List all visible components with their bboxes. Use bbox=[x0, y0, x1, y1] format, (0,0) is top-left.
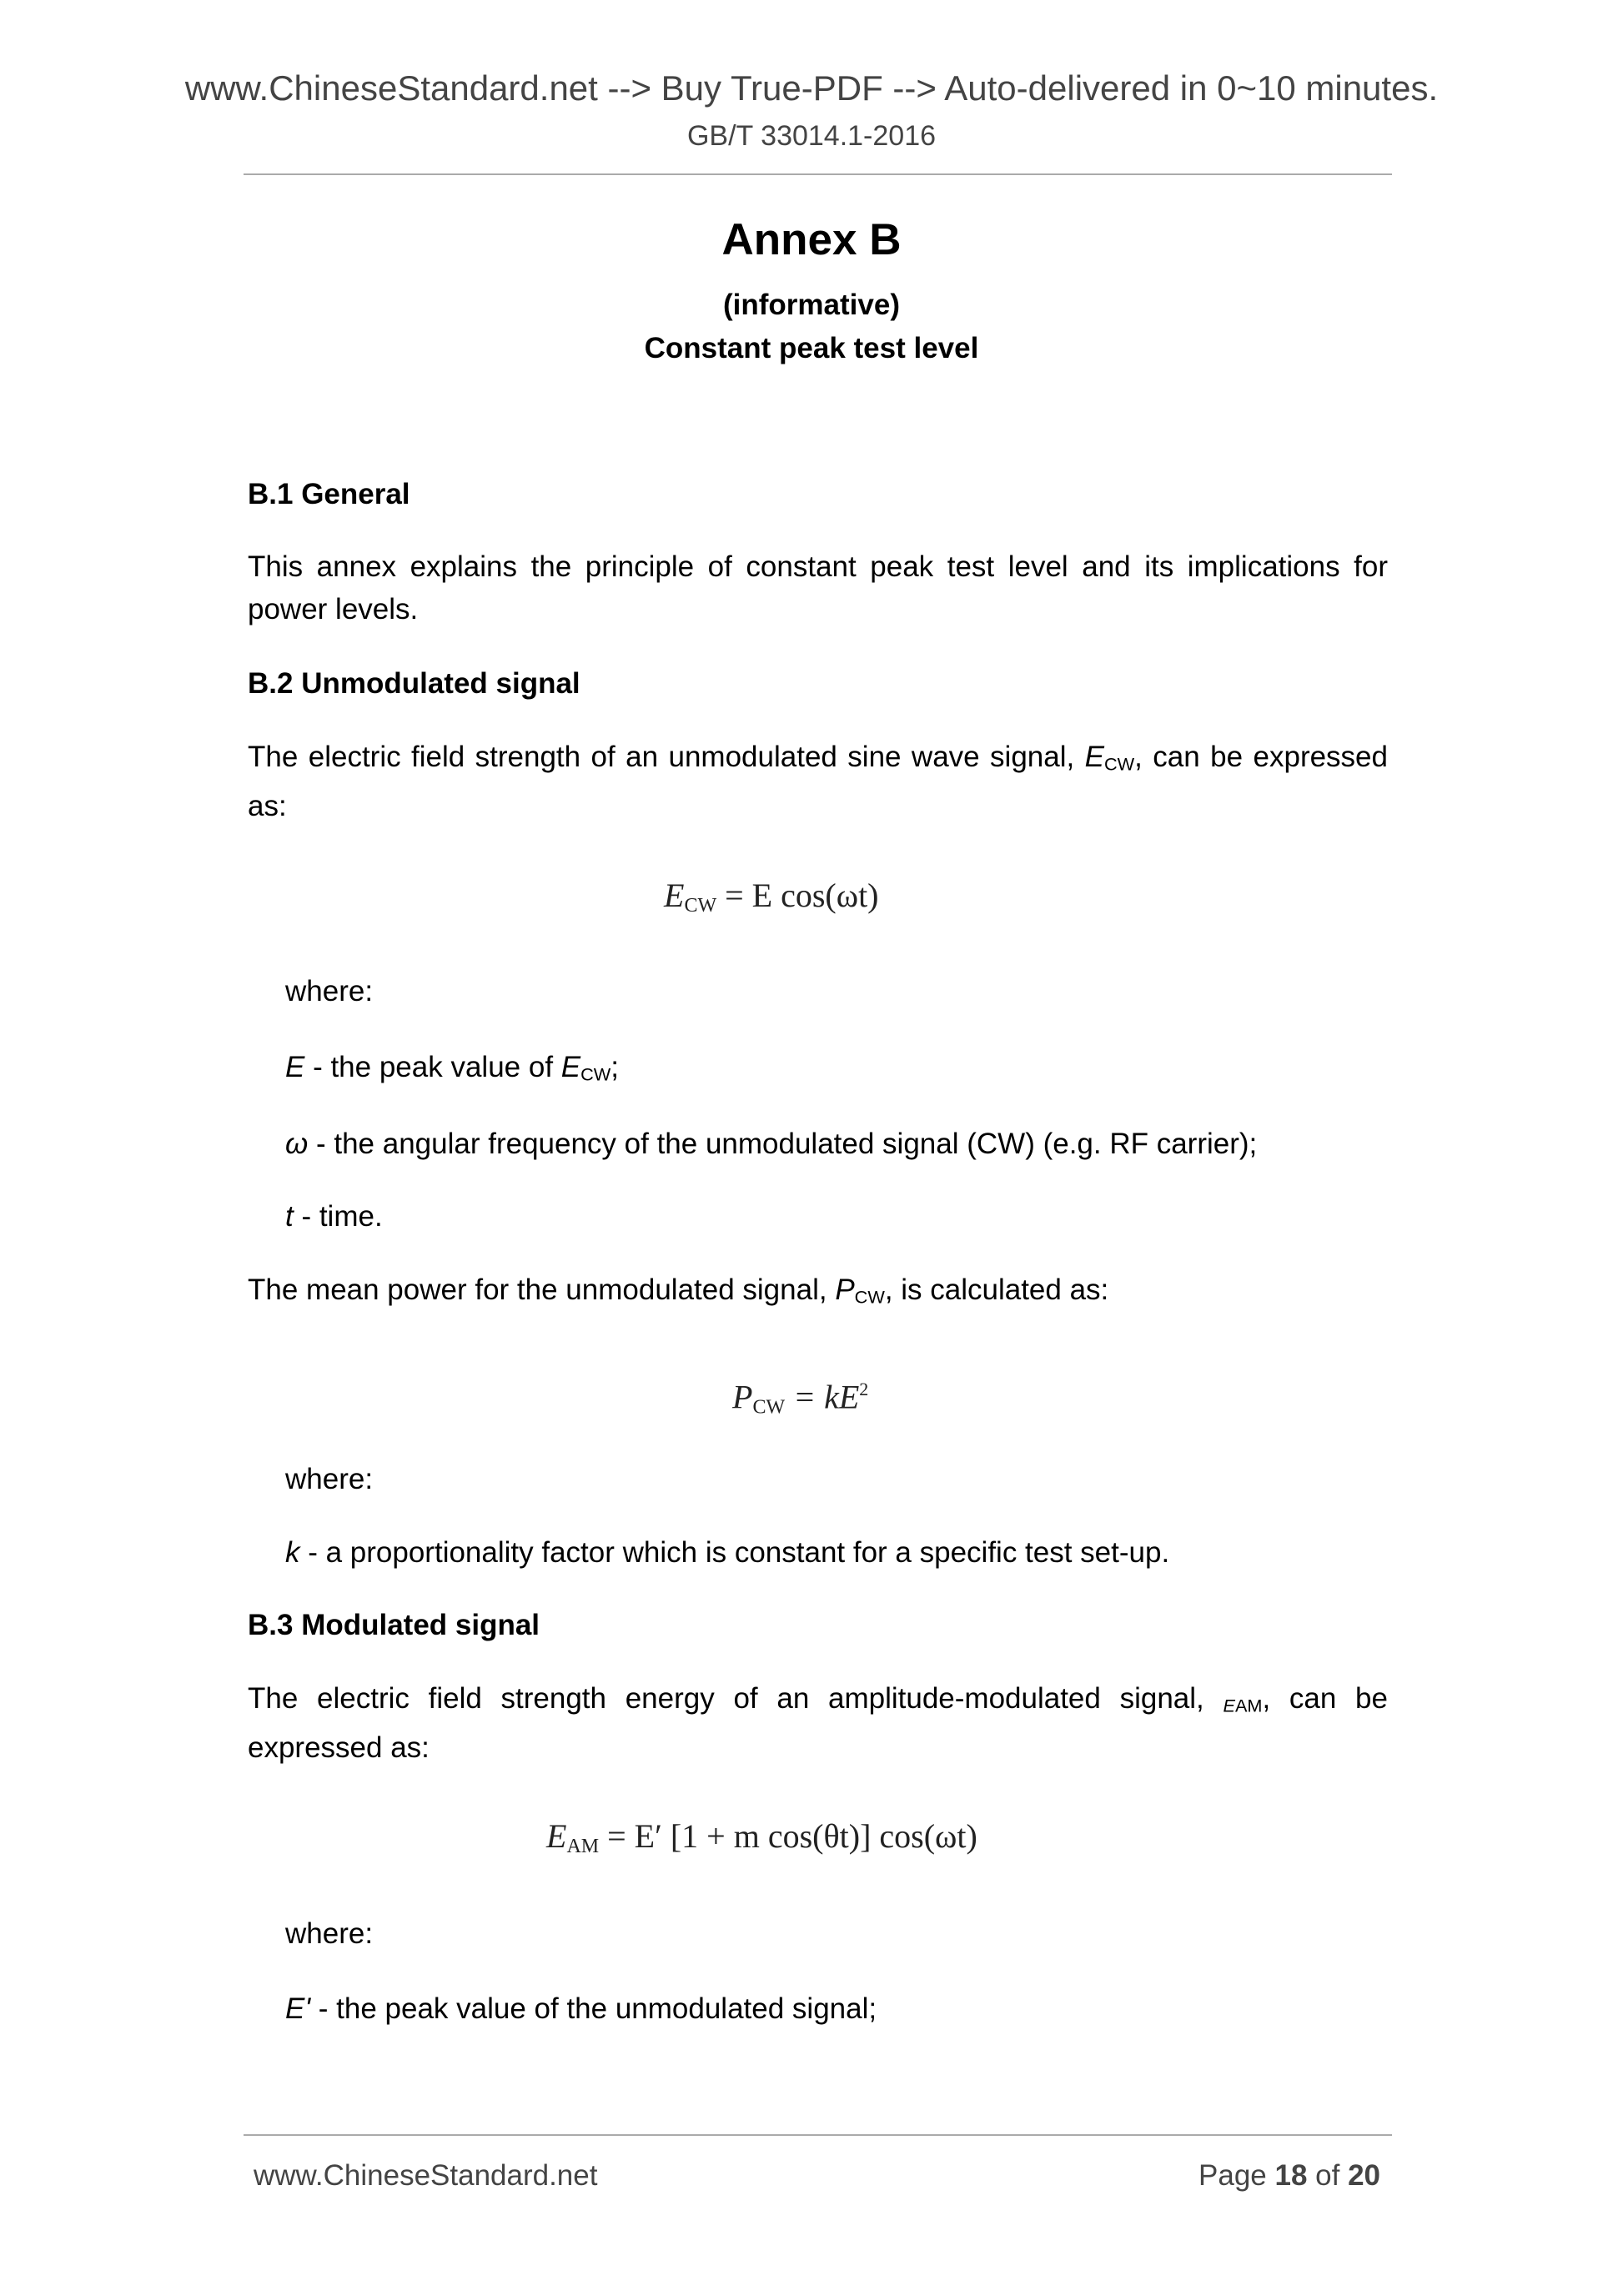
formula-lhs: E bbox=[546, 1817, 567, 1855]
where-label: where: bbox=[285, 1463, 374, 1495]
header-banner: www.ChineseStandard.net --> Buy True-PDF --> Auto-delivered in 0~10 minutes. bbox=[184, 68, 1439, 108]
definition-t bbox=[285, 1196, 383, 1238]
formula-lhs: P bbox=[732, 1378, 753, 1416]
paragraph-mean-power bbox=[248, 1269, 1108, 1311]
symbol: k bbox=[285, 1536, 300, 1569]
symbol: E bbox=[1084, 741, 1105, 773]
definition-e bbox=[285, 1047, 619, 1088]
footer-divider bbox=[244, 2134, 1392, 2136]
header-divider bbox=[244, 173, 1392, 175]
formula-subscript: CW bbox=[752, 1396, 786, 1419]
footer-link[interactable]: www.ChineseStandard.net bbox=[254, 2159, 598, 2192]
annex-type: (informative) bbox=[723, 289, 900, 321]
text: - the angular frequency of the unmodulated signal (CW) (e.g. RF carrier); bbox=[308, 1128, 1258, 1160]
text: ; bbox=[611, 1051, 620, 1083]
symbol: E bbox=[1223, 1695, 1235, 1716]
symbol: P bbox=[835, 1274, 855, 1306]
formula-subscript: AM bbox=[566, 1836, 600, 1857]
page-number: 18 bbox=[1274, 2159, 1308, 2192]
where-label: where: bbox=[285, 975, 374, 1007]
text: - time. bbox=[293, 1200, 383, 1233]
subscript: CW bbox=[580, 1063, 611, 1085]
definition-k bbox=[285, 1532, 1169, 1574]
text: - the peak value of bbox=[304, 1051, 561, 1083]
paragraph-b1: This annex explains the principle of constant peak test level and its implications for power levels. bbox=[248, 550, 1388, 625]
section-heading-b1: B.1 General bbox=[248, 478, 410, 510]
subscript: CW bbox=[1104, 753, 1135, 775]
definition-e-prime bbox=[285, 1988, 877, 2030]
formula-rhs: = E cos(ωt) bbox=[725, 877, 879, 914]
symbol: t bbox=[285, 1200, 294, 1233]
symbol: E' bbox=[285, 1992, 311, 2025]
formula-superscript: 2 bbox=[859, 1379, 869, 1399]
footer-link-wrap bbox=[254, 2155, 597, 2197]
text: , is calculated as: bbox=[884, 1274, 1109, 1306]
formula-ecw bbox=[664, 871, 879, 921]
standard-code: GB/T 33014.1-2016 bbox=[686, 120, 937, 152]
annex-name: Constant peak test level bbox=[644, 332, 979, 364]
page-label: Page bbox=[1198, 2159, 1275, 2192]
text: The electric field strength of an unmodulated sine wave signal, bbox=[248, 741, 1085, 773]
text: - the peak value of the unmodulated signal; bbox=[310, 1992, 877, 2025]
text: The electric field strength energy of an amplitude-modulated signal, bbox=[248, 1682, 1224, 1715]
paragraph-b2 bbox=[248, 736, 1388, 827]
formula-lhs: E bbox=[664, 877, 685, 914]
annex-title: Annex B bbox=[721, 215, 902, 264]
definition-omega bbox=[285, 1123, 1257, 1165]
section-heading-b3: B.3 Modulated signal bbox=[248, 1609, 540, 1641]
section-heading-b2: B.2 Unmodulated signal bbox=[248, 667, 580, 700]
symbol: ω bbox=[285, 1128, 309, 1160]
formula-rhs: = kE bbox=[793, 1378, 860, 1416]
where-label: where: bbox=[285, 1917, 374, 1950]
page-of: of bbox=[1307, 2159, 1349, 2192]
paragraph-b3 bbox=[248, 1677, 1388, 1769]
formula-rhs: = E′ [1 + m cos(θt)] cos(ωt) bbox=[607, 1817, 977, 1855]
page-total: 20 bbox=[1348, 2159, 1380, 2192]
text: The mean power for the unmodulated signal, bbox=[248, 1274, 836, 1306]
subscript: CW bbox=[854, 1286, 885, 1308]
formula-subscript: CW bbox=[684, 895, 717, 917]
formula-eam bbox=[546, 1811, 977, 1861]
text: , can be expressed as: bbox=[248, 741, 1388, 823]
text: , can be expressed as: bbox=[248, 1682, 1388, 1765]
page-indicator bbox=[1198, 2155, 1380, 2197]
subscript: AM bbox=[1234, 1695, 1263, 1716]
symbol: E bbox=[560, 1051, 581, 1083]
symbol: E bbox=[285, 1051, 305, 1083]
text: - a proportionality factor which is constant for a specific test set-up. bbox=[299, 1536, 1170, 1569]
formula-pcw bbox=[732, 1364, 869, 1419]
